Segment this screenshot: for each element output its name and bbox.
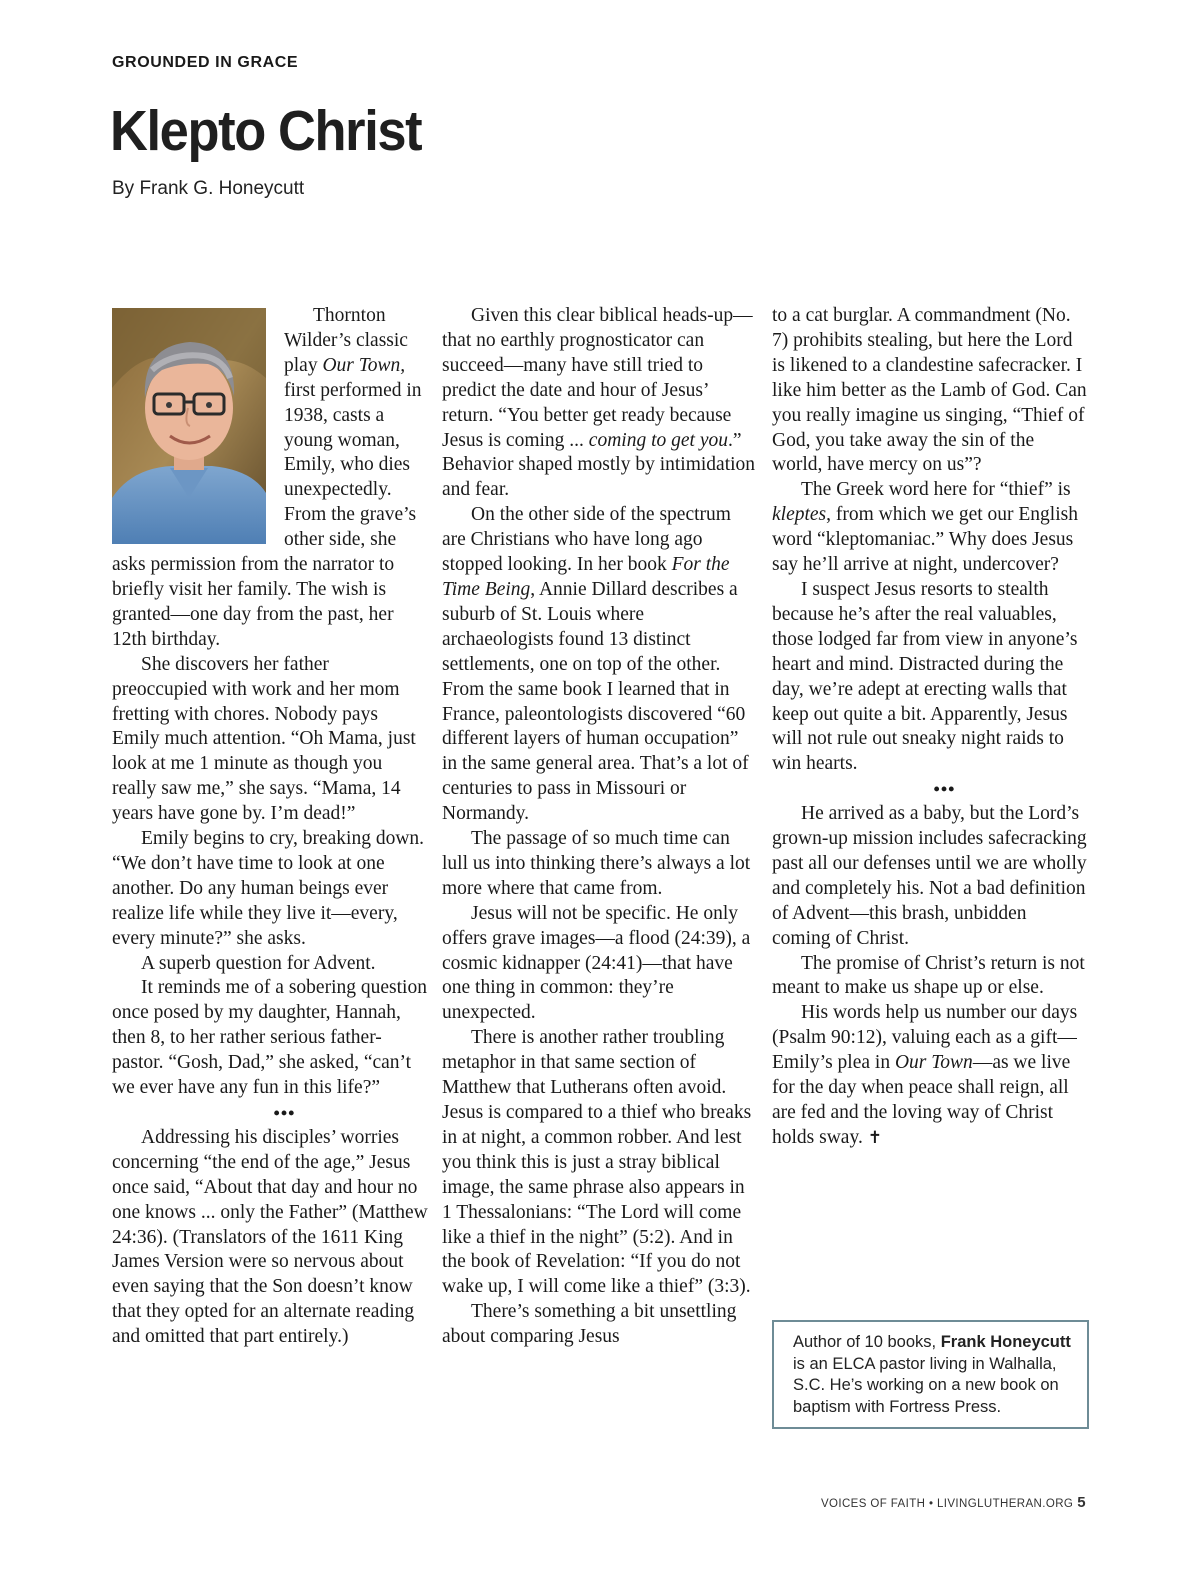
paragraph: On the other side of the spectrum are Christians who have long ago stopped looking. In her book For the Time Being, Annie Dillard describes a suburb of St. Louis where archaeologists found 13 distinct settlements, one on top of the other. From the same book I learned that in France, paleontologists discovered “60 different layers of human occupation” in the same general area. That’s a lot of centuries to pass in Missouri or Normandy. (442, 504, 749, 825)
page-number: 5 (1077, 1494, 1086, 1511)
end-cross-icon: ✝ (867, 1127, 882, 1148)
paragraph: He arrived as a baby, but the Lord’s grown-up mission includes safecracking past all our defenses until we are wholly and completely his. Not a bad definition of Advent—this brash, unbidden coming of Christ. (772, 803, 1087, 949)
paragraph: I suspect Jesus resorts to stealth because he’s after the real valuables, those lodged far from view in anyone’s heart and mind. Distracted during the day, we’re adept at erecting walls that keep out quite a bit. Apparently, Jesus will not rule out sneaky night raids to win hearts. (772, 578, 1078, 775)
paragraph: There is another rather troubling metaphor in that same section of Matthew that Lutherans often avoid. Jesus is compared to a thief who breaks in at night, a common robber. And lest you think this is just a stray biblical image, the same phrase also appears in 1 Thessalonians: “The Lord will come like a thief in the night” (5:2). And in the book of Revelation: “If you do not wake up, I will come like a thief” (3:3). (442, 1027, 752, 1298)
byline: By Frank G. Honeycutt (112, 178, 305, 199)
author-photo (112, 308, 266, 544)
article-column-3 (772, 304, 1088, 1151)
paragraph: Given this clear biblical heads-up—that no earthly prognosticator can succeed—many have still tried to predict the date and hour of Jesus’ return. “You better get ready because Jesus is coming ... coming to get you.” Behavior shaped mostly by intimidation and fear. (442, 305, 756, 501)
paragraph: The passage of so much time can lull us into thinking there’s always a lot more where that came from. (442, 828, 751, 899)
paragraph: to a cat burglar. A commandment (No. 7) prohibits stealing, but here the Lord is likened to a clandestine safecracker. I like him better as the Lamb of God. Can you really imagine us singing, “Thief of God, you take away the sin of the world, have mercy on us”? (772, 305, 1087, 476)
article-column-1 (112, 304, 428, 1350)
paragraph: Jesus will not be specific. He only offers grave images—a flood (24:39), a cosmic kidnapper (24:41)—that have one thing in common: they’re unexpected. (442, 902, 751, 1024)
article-column-2 (442, 304, 758, 1350)
section-separator: ••• (273, 1103, 296, 1123)
paragraph: It reminds me of a sobering question once posed by my daughter, Hannah, then 8, to her rather serious father-pastor. “Gosh, Dad,” she asked, “can’t we ever have any fun in this life?” (112, 977, 427, 1099)
section-separator: ••• (933, 779, 956, 800)
paragraph: His words help us number our days (Psalm 90:12), valuing each as a gift—Emily’s plea in Our Town—as we live for the day when peace shall reign, all are fed and the loving way of Christ holds sway. ✝ (772, 1002, 1078, 1148)
paragraph: Emily begins to cry, breaking down. “We don’t have time to look at one another. Do any human beings ever realize life while they live it—every, every minute?” she asks. (112, 828, 425, 949)
article-title: Klepto Christ (110, 99, 422, 163)
paragraph: Thornton Wilder’s classic play Our Town, first performed in 1938, casts a young woman, Emily, who dies unexpectedly. From the grave’s other side, she asks permission from the narrator to briefly visit her family. The wish is granted—one day from the past, her 12th birthday. (112, 305, 422, 650)
paragraph: She discovers her father preoccupied with work and her mom fretting with chores. Nobody pays Emily much attention. “Oh Mama, just look at me 1 minute as though you really saw me,” she says. “Mama, 14 years have gone by. I’m dead!” (112, 653, 416, 825)
page-footer (821, 1494, 1086, 1511)
paragraph: Addressing his disciples’ worries concerning “the end of the age,” Jesus once said, “About that day and hour no one knows ... only the Father” (Matthew 24:36). (Translators of the 1611 King James Version were so nervous about even saying that the Son doesn’t know that they opted for an alternate reading and omitted that part entirely.) (112, 1126, 428, 1348)
paragraph: The promise of Christ’s return is not meant to make us shape up or else. (772, 952, 1085, 999)
paragraph: There’s something a bit unsettling about comparing Jesus (442, 1301, 737, 1348)
paragraph: The Greek word here for “thief” is kleptes, from which we get our English word “kleptomaniac.” Why does Jesus say he’ll arrive at night, undercover? (772, 479, 1078, 576)
author-name: Frank Honeycutt (940, 1333, 1071, 1351)
footer-text: VOICES OF FAITH • LIVINGLUTHERAN.ORG (820, 1498, 1074, 1510)
paragraph: A superb question for Advent. (141, 952, 376, 974)
section-kicker: GROUNDED IN GRACE (112, 54, 299, 71)
author-bio-box: Author of 10 books, Frank Honeycutt is an ELCA pastor living in Walhalla, S.C. He’s working on a new book on baptism with Fortress Press. (772, 1320, 1089, 1429)
